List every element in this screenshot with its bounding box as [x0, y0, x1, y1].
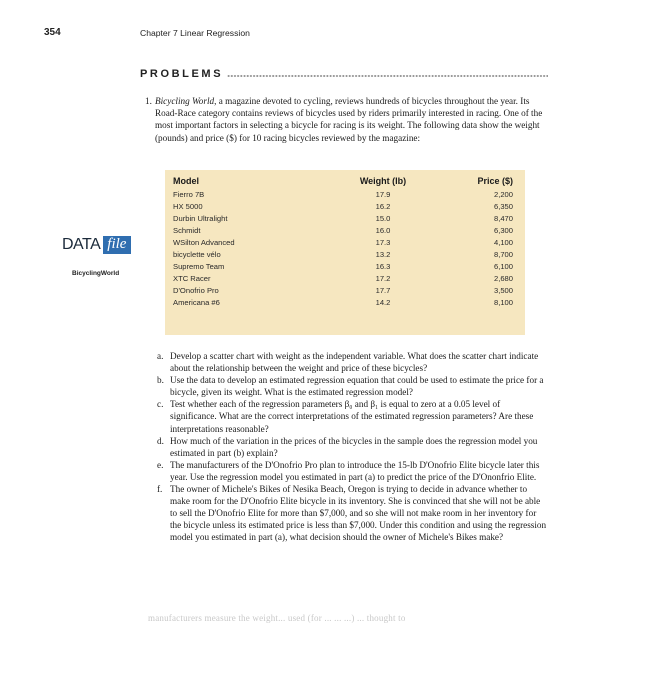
problem-intro-text: , a magazine devoted to cycling, reviews hundreds of bicycles throughout the year. Its Road-Race category contains reviews of bicycles used by riders primarily interested in racing. One of the most important factors in selecting a bicycle for racing is its weight. The following data show the weight (pounds) and price ($) for 10 racing bicycles reviewed by the magazine: — [155, 96, 543, 143]
cell-price: 2,200 — [493, 189, 513, 199]
cell-price: 6,350 — [493, 201, 513, 211]
faded-text-line: manufacturers measure the weight... used (for ... ... ...) ... thought to — [148, 613, 406, 623]
datafile-data-word: DATA — [62, 236, 101, 253]
cell-weight: 14.2 — [375, 298, 391, 308]
page-number: 354 — [44, 27, 61, 38]
problem-part — [157, 483, 549, 543]
table-row — [165, 285, 525, 297]
cell-weight: 13.2 — [375, 250, 391, 260]
problem-part — [157, 398, 549, 434]
header-weight: Weight (lb) — [359, 176, 407, 186]
part-label: a. — [157, 351, 164, 361]
header-model: Model — [173, 176, 199, 186]
header-price: Price ($) — [477, 176, 513, 186]
cell-model: Americana #6 — [173, 298, 220, 308]
part-label: e. — [157, 459, 164, 470]
cell-price: 3,500 — [493, 286, 513, 296]
datafile-badge — [62, 236, 131, 254]
table-row — [165, 200, 525, 212]
running-head: Chapter 7 Linear Regression — [140, 28, 250, 38]
table-row — [165, 236, 525, 248]
problem-intro — [155, 95, 545, 144]
cell-model: WSilton Advanced — [173, 237, 235, 247]
table-row — [165, 224, 525, 236]
cell-model: Supremo Team — [173, 262, 225, 272]
problem-part — [157, 350, 549, 374]
table-row — [165, 188, 525, 200]
datafile-file-word: file — [103, 236, 131, 254]
problem-part — [157, 374, 549, 398]
part-text: Test whether each of the regression parameters β₀ and β₁ is equal to zero at a 0.05 level of significance. What are the correct interpretations of the estimated regression parameters? Are these interpretations reasonable? — [170, 399, 534, 434]
cell-price: 8,470 — [493, 213, 513, 223]
cell-weight: 17.2 — [375, 274, 391, 284]
cell-weight: 17.3 — [375, 237, 391, 247]
problems-heading — [140, 68, 548, 80]
part-label: c. — [157, 399, 164, 410]
table-row — [165, 297, 525, 309]
part-text: The owner of Michele's Bikes of Nesika Beach, Oregon is trying to decide in advance whether to make room for the D'Onofrio Elite bicycle in its inventory. She is convinced that she will not be able to sell the D'Onofrio Elite for more than $7,000, and so she will not make room in her inventory for the bicycle unless its estimated price is less than $7,000. Under this condition and using the regression model you estimated in part (a), what decision should the owner of Michele's Bikes make? — [170, 484, 547, 543]
problem-number: 1. — [145, 96, 152, 106]
cell-model: XTC Racer — [173, 274, 211, 284]
table-row — [165, 261, 525, 273]
cell-model: Schmidt — [173, 225, 201, 235]
cell-weight: 17.9 — [375, 189, 391, 199]
bicycle-data-table — [165, 170, 525, 335]
part-text: Develop a scatter chart with weight as the independent variable. What does the scatter chart indicate about the relationship between the weight and price of these bicycles? — [170, 351, 539, 374]
dotted-rule — [227, 74, 548, 78]
cell-price: 8,700 — [493, 250, 513, 260]
magazine-title: Bicycling World — [155, 96, 215, 106]
cell-weight: 15.0 — [375, 213, 391, 223]
table-row — [165, 212, 525, 224]
cell-model: HX 5000 — [173, 201, 203, 211]
problems-title: PROBLEMS — [140, 68, 224, 80]
problem-part — [157, 459, 549, 483]
table-row — [165, 248, 525, 260]
cell-model: Fierro 7B — [173, 189, 205, 199]
cell-price: 6,100 — [493, 262, 513, 272]
datafile-name: BicyclingWorld — [72, 270, 120, 277]
problem-1 — [145, 95, 545, 144]
cell-weight: 16.2 — [375, 201, 391, 211]
cell-price: 4,100 — [493, 237, 513, 247]
part-label: d. — [157, 435, 164, 446]
table-header-row — [165, 173, 525, 188]
cell-weight: 16.3 — [375, 262, 391, 272]
cell-weight: 17.7 — [375, 286, 391, 296]
cell-model: bicyclette vélo — [173, 250, 221, 260]
problem-parts — [157, 350, 549, 544]
part-text: Use the data to develop an estimated regression equation that could be used to estimate the price for a bicycle, given its weight. What is the estimated regression model? — [170, 375, 544, 398]
cell-price: 6,300 — [493, 225, 513, 235]
part-text: The manufacturers of the D'Onofrio Pro plan to introduce the 15-lb D'Onofrio Elite bicycle later this year. Use the regression model you estimated in part (a) to predict the price of the D'Ononfrio Elite. — [170, 459, 540, 482]
part-label: f. — [157, 484, 163, 495]
cell-weight: 16.0 — [375, 225, 391, 235]
cell-price: 2,680 — [493, 274, 513, 284]
part-label: b. — [157, 375, 164, 386]
table-row — [165, 273, 525, 285]
cell-model: Durbin Ultralight — [173, 213, 228, 223]
cell-model: D'Onofrio Pro — [173, 286, 219, 296]
problem-part — [157, 435, 549, 459]
part-text: How much of the variation in the prices of the bicycles in the sample does the regression model you estimated in part (b) explain? — [170, 435, 538, 458]
cell-price: 8,100 — [493, 298, 513, 308]
